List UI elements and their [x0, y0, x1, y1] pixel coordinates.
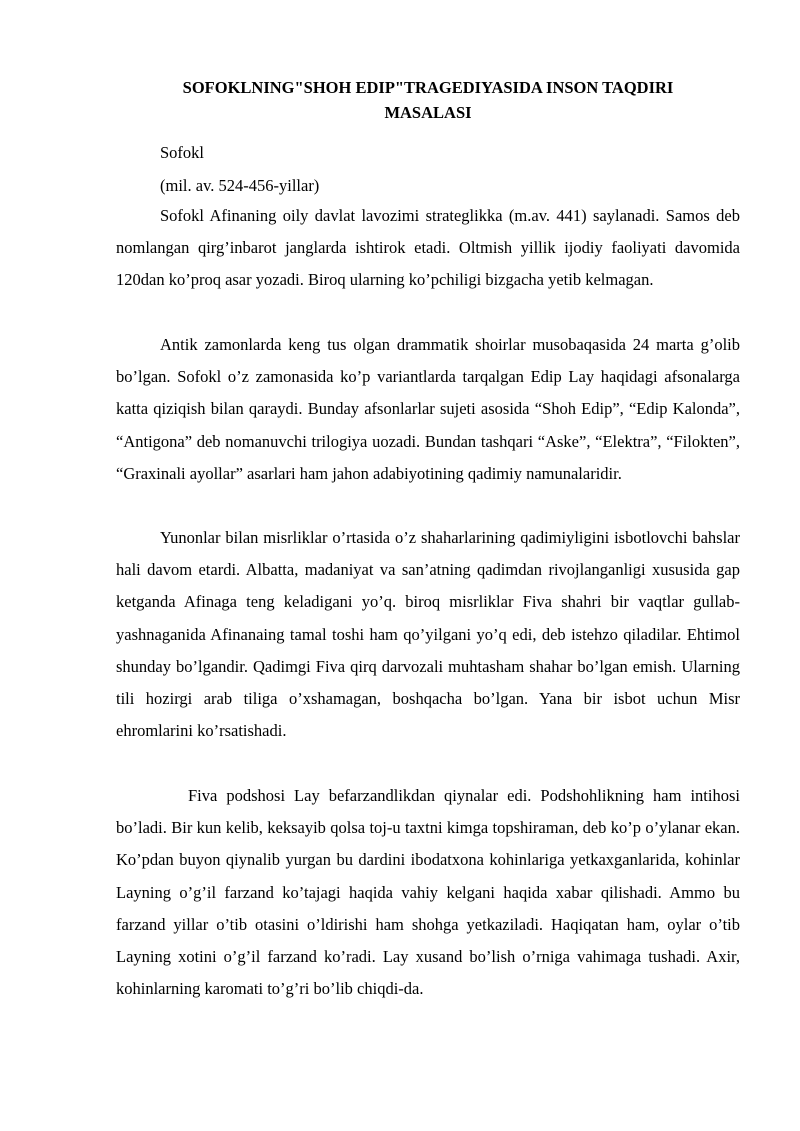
author-name: Sofokl [160, 143, 205, 162]
author-years: (mil. av. 524-456-yillar) [160, 176, 320, 195]
paragraph-1: Sofokl Afinaning oily davlat lavozimi strateglikka (m.av. 441) saylanadi. Samos deb nomlangan qirg’inbarot janglarda ishtirok etadi. Oltmish yillik ijodiy faoliyati davomida 120dan ko’proq asar yozadi. Biroq ularning ko’pchiligi bizgacha yetib kelmagan. [116, 206, 740, 290]
title-line-2: MASALASI [384, 103, 472, 122]
paragraph-2: Antik zamonlarda keng tus olgan drammatik shoirlar musobaqasida 24 marta g’olib bo’lgan. Sofokl o’z zamonasida ko’p variantlarda tarqalgan Edip Lay haqidagi afsonalarga katta qiziqish bilan qaraydi. Bunday afsonlarlar sujeti asosida “Shoh Edip”, “Edip Kalonda”, “Antigona” deb nomanuvchi trilogiya uozadi. Bundan tashqari “Aske”, “Elektra”, “Filokten”, “Graxinali ayollar” asarlari ham jahon adabiyotining qadimiy namunalaridir. [116, 335, 740, 483]
paragraph-3: Yunonlar bilan misrliklar o’rtasida o’z shaharlarining qadimiyligini isbotlovchi bahslar hali davom etardi. Albatta, madaniyat va san’atning qadimdan rivojlanganligi xususida gap ketganda Afinaga teng keladigani yo’q. biroq misrliklar Fiva shahri bir vaqtlar gullab-yashnaganida Afinanaing tamal toshi ham qo’yilgani yo’q edi, deb istehzo qiladilar. Ehtimol shunday bo’lgandir. Qadimgi Fiva qirq darvozali muhtasham shahar bo’lgan emish. Ularning tili hozirgi arab tiliga o’xshamagan, boshqacha bo’lgan. Yana bir isbot uchun Misr ehromlarini ko’rsatishadi. [116, 528, 740, 741]
title-line-1: SOFOKLNING"SHOH EDIP"TRAGEDIYASIDA INSON TAQDIRI [182, 78, 674, 97]
paragraph-4: Fiva podshosi Lay befarzandlikdan qiynalar edi. Podshohlikning ham intihosi bo’ladi. Bir kun kelib, keksayib qolsa toj-u taxtni kimga topshiraman, deb ko’p o’ylanar ekan. Ko’pdan buyon qiynalib yurgan bu dardini ibodatxona kohinlariga yetkaxganlarida, kohinlar Layning o’g’il farzand ko’tajagi haqida vahiy kelgani haqida xabar qilishadi. Ammo bu farzand yillar o’tib otasini o’ldirishi ham shohga yetkaziladi. Haqiqatan ham, oylar o’tib Layning xotini o’g’il farzand ko’radi. Lay xusand bo’lish o’rniga vahimaga tushadi. Axir, kohinlarning karomati to’g’ri bo’lib chiqdi-da. [116, 786, 740, 999]
document-title [116, 75, 740, 125]
